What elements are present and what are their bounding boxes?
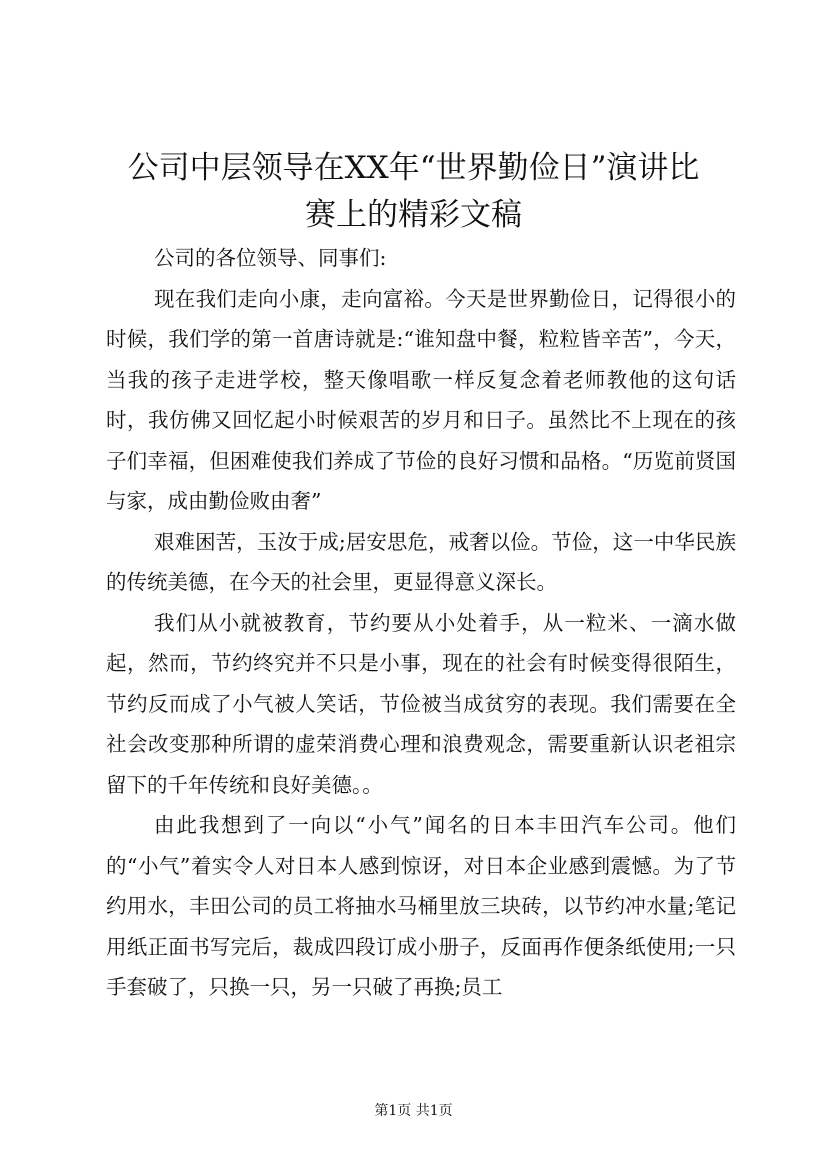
body-paragraph: 艰难困苦，玉汝于成;居安思危，戒奢以俭。节俭，这一中华民族的传统美德，在今天的社会里，更显得意义深长。 — [106, 529, 736, 594]
document-title — [100, 145, 727, 239]
document-title-line-2: 赛上的精彩文稿 — [305, 197, 522, 233]
body-paragraph: 由此我想到了一向以“小气”闻名的日本丰田汽车公司。他们的“小气”着实令人对日本人感到惊讶，对日本企业感到震憾。为了节约用水，丰田公司的员工将抽水马桶里放三块砖，以节约冲水量;笔记用纸正面书写完后，裁成四段订成小册子，反面再作便条纸使用;一只手套破了，只换一只，另一只破了再换;员工 — [106, 813, 736, 999]
document-title-line-1: 公司中层领导在XX年“世界勤俭日”演讲比 — [127, 150, 700, 186]
greeting-paragraph: 公司的各位领导、同事们: — [154, 246, 387, 270]
body-paragraph: 我们从小就被教育，节约要从小处着手，从一粒米、一滴水做起，然而，节约终究并不只是小事，现在的社会有时候变得很陌生，节约反而成了小气被人笑话，节俭被当成贫穷的表现。我们需要在全社会改变那种所谓的虚荣消费心理和浪费观念，需要重新认识老祖宗留下的千年传统和良好美德。。 — [106, 610, 736, 797]
body-paragraph: 现在我们走向小康，走向富裕。今天是世界勤俭日，记得很小的时候，我们学的第一首唐诗就是:“谁知盘中餐，粒粒皆辛苦”，今天，当我的孩子走进学校，整天像唱歌一样反复念着老师教他的这句话时，我仿佛又回忆起小时候艰苦的岁月和日子。虽然比不上现在的孩子们幸福，但困难使我们养成了节俭的良好习惯和品格。“历览前贤国与家，成由勤俭败由奢” — [106, 286, 736, 513]
document-body — [106, 238, 736, 1008]
page-number-footer: 第1页 共1页 — [374, 1103, 453, 1119]
